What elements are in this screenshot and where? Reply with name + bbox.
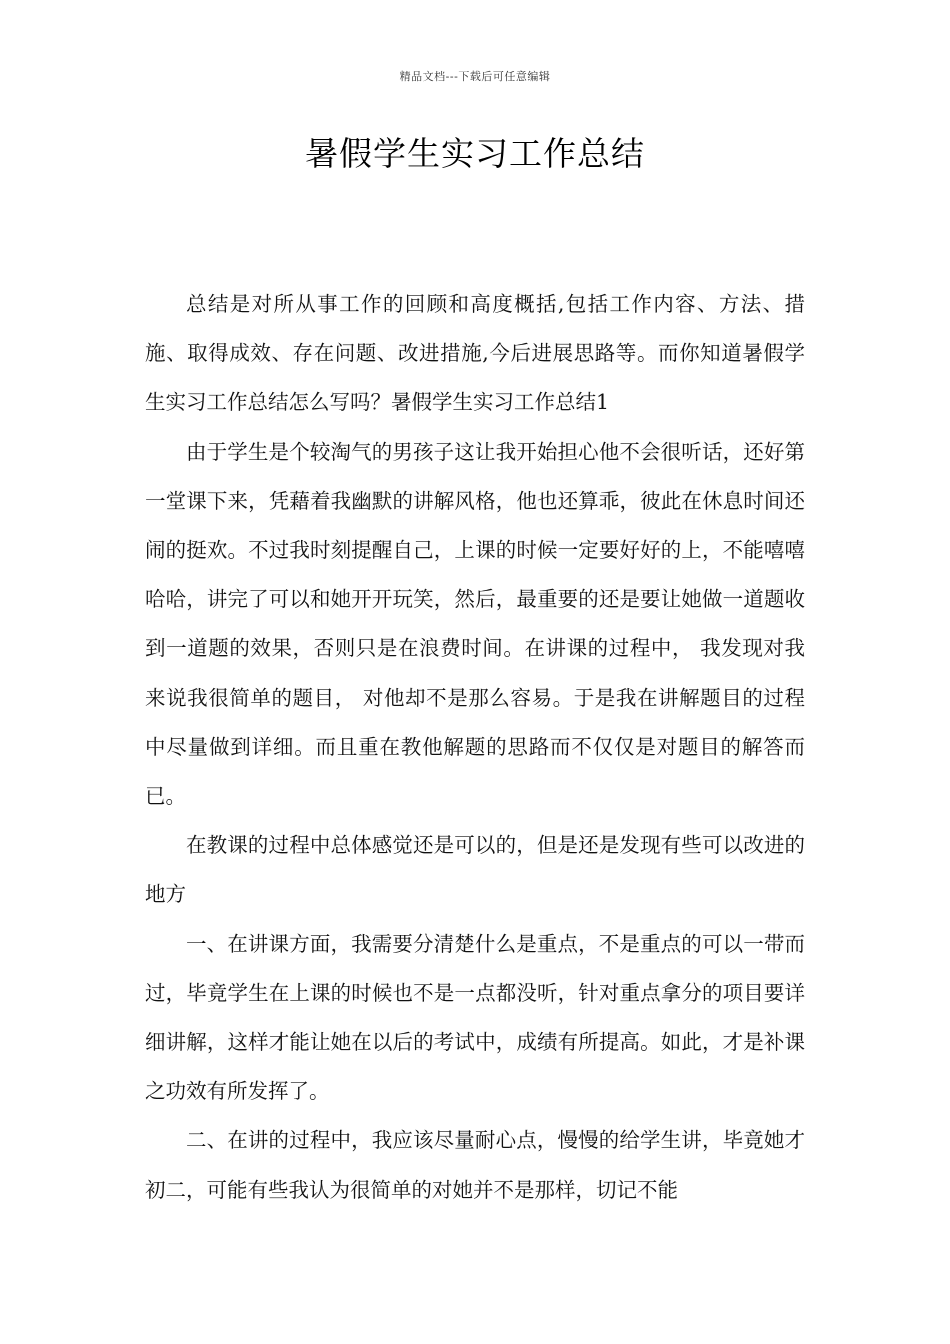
paragraph-intro: 总结是对所从事工作的回顾和高度概括,包括工作内容、方法、措施、取得成效、存在问题、改进措施,今后进展思路等。而你知道暑假学生实习工作总结怎么写吗？暑假学生实习工作总结1 [145, 292, 805, 415]
paragraph-improvements-intro: 在教课的过程中总体感觉还是可以的，但是还是发现有些可以改进的地方 [145, 833, 805, 907]
document-title: 暑假学生实习工作总结 [305, 134, 645, 173]
paragraph-point-two: 二、在讲的过程中，我应该尽量耐心点，慢慢的给学生讲，毕竟她才初二，可能有些我认为很简单的对她并不是那样，切记不能 [145, 1128, 805, 1202]
paragraph-point-one: 一、在讲课方面，我需要分清楚什么是重点，不是重点的可以一带而过，毕竟学生在上课的时候也不是一点都没听，针对重点拿分的项目要详细讲解，这样才能让她在以后的考试中，成绩有所提高。如此，才是补课之功效有所发挥了。 [145, 931, 805, 1104]
header-note: 精品文档---下载后可任意编辑 [399, 70, 551, 83]
document-body [145, 280, 805, 1215]
paragraph-tutoring-experience: 由于学生是个较淘气的男孩子这让我开始担心他不会很听话，还好第一堂课下来，凭藉着我幽默的讲解风格，他也还算乖，彼此在休息时间还闹的挺欢。不过我时刻提醒自己，上课的时候一定要好好的上，不能嘻嘻哈哈，讲完了可以和她开开玩笑，然后，最重要的还是要让她做一道题收到一道题的效果，否则只是在浪费时间。在讲课的过程中， 我发现对我来说我很简单的题目， 对他却不是那么容易。于是我在讲解题目的过程中尽量做到详细。而且重在教他解题的思路而不仅仅是对题目的解答而已。 [145, 439, 805, 809]
